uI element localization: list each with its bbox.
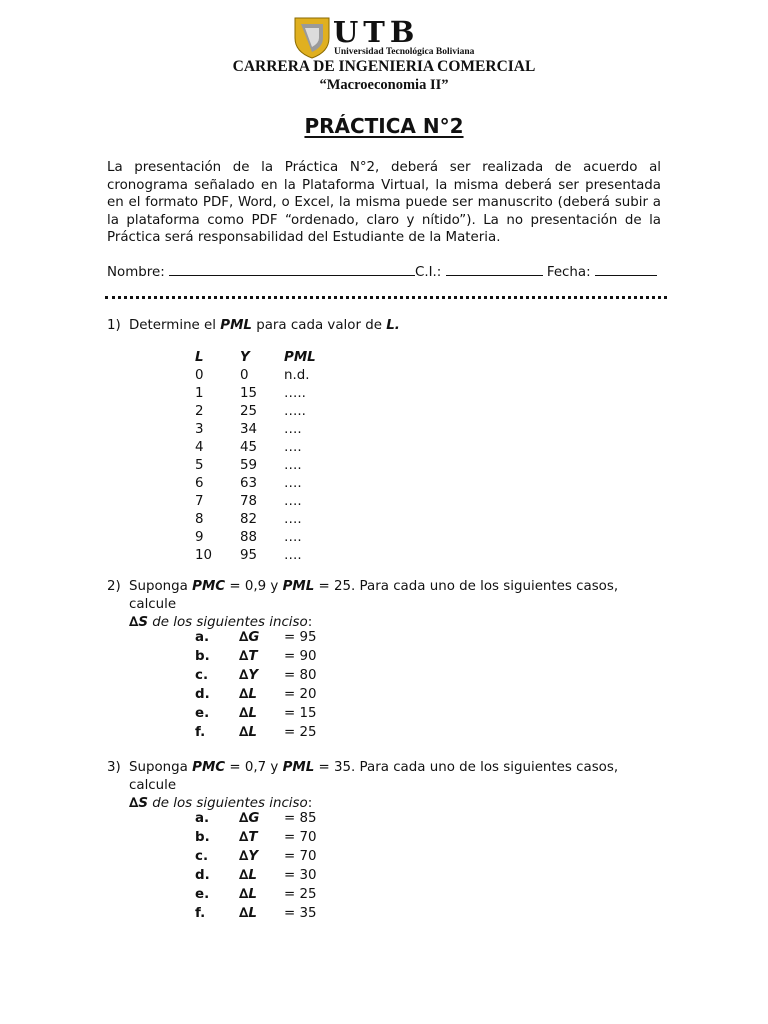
q3-text-2: = 0,7 y: [225, 760, 283, 775]
cell-y: 82: [240, 512, 258, 527]
cell-pml: ….: [284, 530, 302, 545]
question-number: 3): [107, 760, 121, 775]
cell-y: 0: [240, 368, 249, 383]
case-variable: ∆L: [239, 725, 257, 740]
cell-l: 3: [195, 422, 204, 437]
q3-pml: PML: [282, 760, 315, 775]
q3-pmc: PMC: [192, 760, 226, 775]
case-value: = 25: [284, 887, 317, 902]
page-title: PRÁCTICA N°2: [304, 114, 464, 138]
cell-l: 10: [195, 548, 213, 563]
case-variable: ∆T: [239, 649, 258, 664]
q1-text-b: para cada valor de: [251, 318, 387, 333]
q2-text-5: :: [307, 615, 313, 630]
utb-logo: [293, 16, 483, 60]
case-variable: ∆T: [239, 830, 258, 845]
q3-delta-s: ∆S: [129, 796, 148, 811]
question-text: [129, 578, 669, 632]
cell-l: 4: [195, 440, 204, 455]
case-variable: ∆Y: [239, 849, 259, 864]
cell-l: 0: [195, 368, 204, 383]
cell-pml: ….: [284, 440, 302, 455]
case-value: = 35: [284, 906, 317, 921]
cell-l: 5: [195, 458, 204, 473]
q1-l: L.: [386, 318, 400, 333]
header-l: L: [195, 350, 204, 365]
ci-label: C.I.:: [414, 265, 442, 280]
q3-text-3: = 35. Para cada uno de los siguientes casos, calcule: [129, 760, 619, 793]
ci-blank[interactable]: [446, 263, 543, 276]
case-letter: d.: [195, 868, 210, 883]
question-text: [129, 317, 669, 335]
case-variable: ∆G: [239, 630, 260, 645]
case-letter: f.: [195, 725, 206, 740]
case-variable: ∆L: [239, 887, 257, 902]
cell-pml: ….: [284, 458, 302, 473]
case-letter: e.: [195, 887, 210, 902]
cell-pml: …..: [284, 404, 306, 419]
case-letter: a.: [195, 811, 210, 826]
q2-pml: PML: [282, 579, 315, 594]
dotted-separator: [105, 296, 667, 299]
case-value: = 95: [284, 630, 317, 645]
question-number: 2): [107, 579, 121, 594]
q2-text-1: Suponga: [129, 579, 193, 594]
case-letter: b.: [195, 830, 210, 845]
case-letter: a.: [195, 630, 210, 645]
cell-y: 45: [240, 440, 258, 455]
case-variable: ∆L: [239, 906, 257, 921]
case-letter: f.: [195, 906, 206, 921]
cell-l: 9: [195, 530, 204, 545]
q3-text-1: Suponga: [129, 760, 193, 775]
q3-text-4: de los siguientes inciso: [147, 796, 308, 811]
course-heading: “Macroeconomia II”: [319, 77, 449, 93]
cell-y: 25: [240, 404, 258, 419]
cell-pml: ….: [284, 494, 302, 509]
q2-delta-s: ∆S: [129, 615, 148, 630]
case-value: = 90: [284, 649, 317, 664]
cell-y: 88: [240, 530, 258, 545]
case-letter: b.: [195, 649, 210, 664]
cell-l: 6: [195, 476, 204, 491]
logo-subtitle: Universidad Tecnológica Boliviana: [334, 47, 475, 57]
case-letter: d.: [195, 687, 210, 702]
case-value: = 70: [284, 830, 317, 845]
cell-pml: ….: [284, 476, 302, 491]
nombre-label: Nombre:: [107, 265, 165, 280]
question-number: 1): [107, 318, 121, 333]
cell-y: 34: [240, 422, 258, 437]
career-heading: CARRERA DE INGENIERIA COMERCIAL: [232, 58, 536, 75]
logo-text: UTB: [333, 15, 420, 49]
question-text: [129, 759, 669, 813]
case-value: = 80: [284, 668, 317, 683]
cell-l: 2: [195, 404, 204, 419]
q3-text-5: :: [307, 796, 313, 811]
cell-pml: ….: [284, 512, 302, 527]
cell-y: 59: [240, 458, 258, 473]
case-variable: ∆L: [239, 706, 257, 721]
cell-y: 63: [240, 476, 258, 491]
cell-l: 8: [195, 512, 204, 527]
case-letter: c.: [195, 849, 209, 864]
fecha-blank[interactable]: [595, 263, 657, 276]
case-variable: ∆Y: [239, 668, 259, 683]
case-variable: ∆L: [239, 687, 257, 702]
q2-text-4: de los siguientes inciso: [147, 615, 308, 630]
cell-pml: …..: [284, 386, 306, 401]
case-value: = 85: [284, 811, 317, 826]
cell-pml: n.d.: [284, 368, 310, 383]
student-form-line: [107, 263, 667, 280]
case-value: = 15: [284, 706, 317, 721]
case-variable: ∆L: [239, 868, 257, 883]
q2-text-2: = 0,9 y: [225, 579, 283, 594]
case-value: = 20: [284, 687, 317, 702]
q1-text-a: Determine el: [129, 318, 221, 333]
case-value: = 70: [284, 849, 317, 864]
shield-icon: [293, 16, 333, 60]
cell-y: 95: [240, 548, 258, 563]
header-pml: PML: [284, 350, 316, 365]
cell-pml: ….: [284, 548, 302, 563]
intro-paragraph: La presentación de la Práctica N°2, deberá ser realizada de acuerdo al cronograma señalado en la Plataforma Virtual, la misma deberá ser presentada en el formato PDF, Word, o Excel, la misma puede ser manuscrito (deberá subir a la plataforma como PDF “ordenado, claro y nítido”). La no presentación de la Práctica será responsabilidad del Estudiante de la Materia.: [107, 160, 661, 246]
cell-y: 78: [240, 494, 258, 509]
nombre-blank[interactable]: [169, 263, 415, 276]
case-letter: e.: [195, 706, 210, 721]
case-letter: c.: [195, 668, 209, 683]
cell-y: 15: [240, 386, 258, 401]
q1-pml: PML: [220, 318, 252, 333]
cell-l: 1: [195, 386, 204, 401]
case-variable: ∆G: [239, 811, 260, 826]
case-value: = 30: [284, 868, 317, 883]
fecha-label: Fecha:: [546, 265, 591, 280]
cell-l: 7: [195, 494, 204, 509]
q2-pmc: PMC: [192, 579, 226, 594]
q2-text-3: = 25. Para cada uno de los siguientes casos, calcule: [129, 579, 619, 612]
cell-pml: ….: [284, 422, 302, 437]
case-value: = 25: [284, 725, 317, 740]
header-y: Y: [240, 350, 250, 365]
